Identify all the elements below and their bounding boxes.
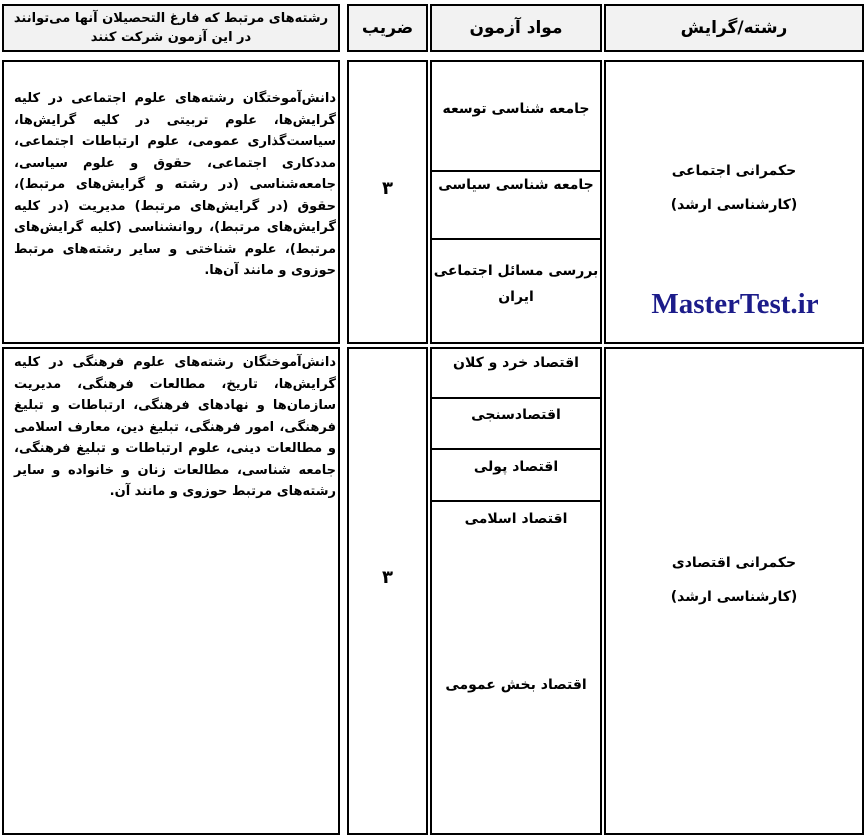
row2-field-degree: (کارشناسی ارشد) xyxy=(670,589,798,605)
row2-coefficient: ۳ xyxy=(382,567,393,588)
header-field-specialization xyxy=(604,4,864,52)
row2-subject-divider xyxy=(432,500,600,502)
header-field-specialization-text: رشته/گرایش xyxy=(680,18,788,38)
row2-related-majors: دانش‌آموختگان رشته‌های علوم فرهنگی در کلیه گرایش‌ها، تاریخ، مطالعات فرهنگی، مدیریت سازمان‌ها و نهادهای فرهنگی، ارتباطات و تبلیغ فرهنگی، امور فرهنگی، تبلیغ دین، معارف اسلامی و مطالعات دینی، علوم ارتباطات و تبلیغ فرهنگی، جامعه شناسی، مطالعات زنان و خانواده و سایر رشته‌های مرتبط حوزوی و مانند آن. xyxy=(14,355,336,499)
row2-subject: اقتصاد اسلامی xyxy=(464,511,568,527)
row2-subject-divider xyxy=(432,448,600,450)
row2-field-name xyxy=(606,546,862,614)
header-coefficient-text: ضریب xyxy=(361,18,414,38)
row2-subject-divider xyxy=(432,397,600,399)
header-exam-subjects xyxy=(430,4,602,52)
header-coefficient xyxy=(347,4,428,52)
header-related-majors xyxy=(2,4,340,52)
row1-coefficient-cell xyxy=(347,60,428,344)
row2-field-title: حکمرانی اقتصادی xyxy=(671,555,797,571)
row2-coefficient-cell xyxy=(347,347,428,835)
row1-related-majors: دانش‌آموختگان رشته‌های علوم اجتماعی در کلیه گرایش‌ها، علوم تربیتی در کلیه گرایش‌ها، سیاست‌گذاری عمومی، علوم ارتباطات اجتماعی، مددکاری اجتماعی، حقوق و علوم سیاسی، جامعه‌شناسی (در رشته و گرایش‌های مرتبط)، حقوق (در گرایش‌های مرتبط) مدیریت (در کلیه گرایش‌های مرتبط)، روانشناسی (کلیه گرایش‌های مرتبط)، علوم شناختی و سایر رشته‌های مرتبط حوزوی و مانند آن‌ها. xyxy=(14,91,336,278)
header-exam-subjects-text: مواد آزمون xyxy=(469,18,563,38)
row2-subject: اقتصاد بخش عمومی xyxy=(445,677,587,693)
row1-subject: جامعه شناسی توسعه xyxy=(442,101,590,117)
row2-subject: اقتصاد خرد و کلان xyxy=(453,355,579,371)
row2-subject: اقتصاد پولی xyxy=(473,459,559,475)
row1-field-name xyxy=(606,154,862,222)
row1-subject: بررسی مسائل اجتماعی ایران xyxy=(433,263,599,305)
row1-coefficient: ۳ xyxy=(382,178,393,199)
row1-subject: جامعه شناسی سیاسی xyxy=(438,177,594,193)
header-related-majors-text: رشته‌های مرتبط که فارغ التحصیلان آنها می‌توانند در این آزمون شرکت کنند xyxy=(13,11,329,45)
row1-field-degree: (کارشناسی ارشد) xyxy=(670,197,798,213)
watermark-logo: MasterTest.ir xyxy=(651,288,819,320)
row1-subject-divider xyxy=(432,238,600,240)
row1-field-title: حکمرانی اجتماعی xyxy=(671,163,797,179)
row2-subject: اقتصادسنجی xyxy=(471,407,561,423)
